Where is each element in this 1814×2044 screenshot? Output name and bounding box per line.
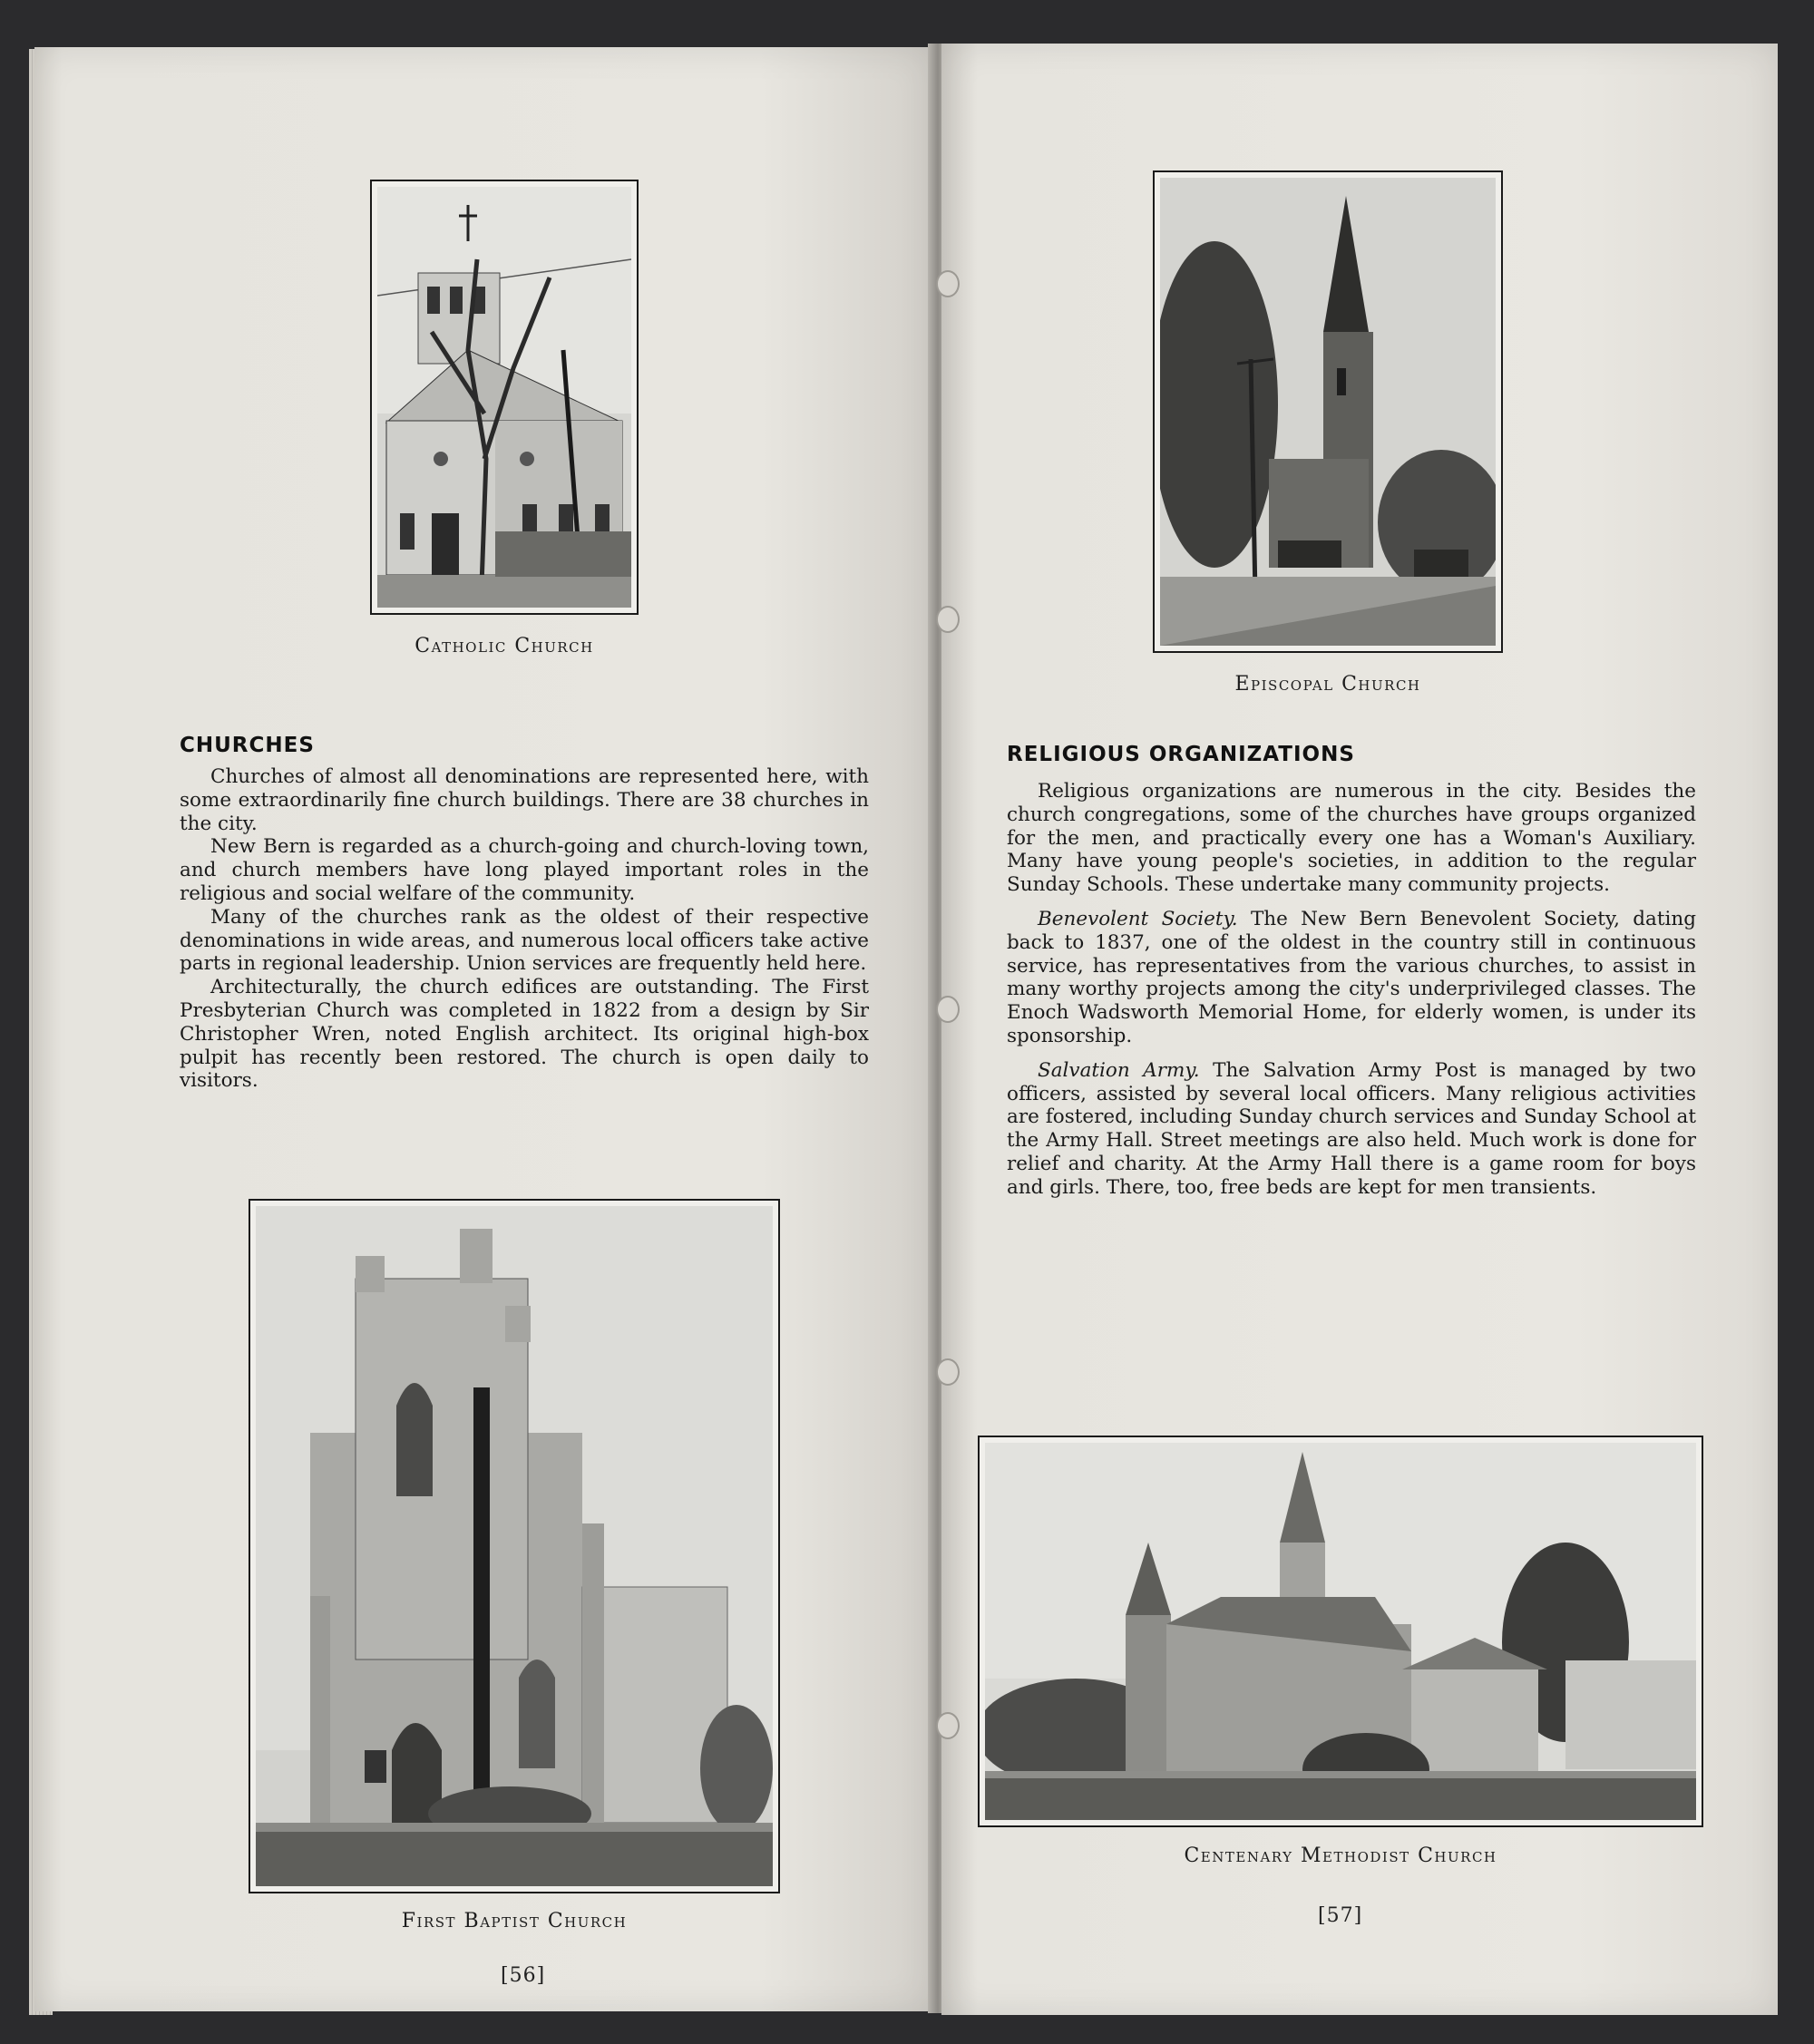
churches-paragraph-3: Many of the churches rank as the oldest of their respective denominations in wide areas, and numerous local officers take active parts in regional leadership. Union services are frequently held here. — [180, 905, 869, 976]
binding-hole-3 — [936, 996, 960, 1023]
centenary-methodist-church-photo — [978, 1436, 1703, 1827]
binding-hole-4 — [936, 1358, 960, 1386]
first-baptist-church-photo — [249, 1199, 780, 1893]
religious-organizations-body — [1007, 780, 1696, 1200]
right-page-number: [57] — [1318, 1904, 1363, 1927]
religious-organizations-intro: Religious organizations are numerous in the city. Besides the church congregations, some of the churches have groups organized for the men, and practically every one has a Woman's Auxiliary. Many have young people's societies, in addition to the regular Sunday Schools. These undertake many community projects. — [1007, 780, 1696, 897]
benevolent-society-title: Benevolent Society. — [1038, 907, 1238, 930]
churches-body — [180, 765, 869, 1093]
benevolent-society-paragraph — [1007, 908, 1696, 1048]
religious-organizations-heading: RELIGIOUS ORGANIZATIONS — [1007, 743, 1355, 766]
first-baptist-church-caption: First Baptist Church — [401, 1910, 628, 1932]
binding-hole-5 — [936, 1712, 960, 1739]
catholic-church-caption: Catholic Church — [414, 635, 594, 657]
centenary-methodist-church-caption: Centenary Methodist Church — [1184, 1844, 1497, 1867]
open-booklet — [34, 44, 1778, 2019]
churches-paragraph-1: Churches of almost all denominations are represented here, with some extraordinarily fine church buildings. There are 38 churches in the city. — [180, 765, 869, 835]
episcopal-church-image — [1160, 178, 1496, 646]
episcopal-church-photo — [1153, 170, 1503, 653]
salvation-army-text: The Salvation Army Post is managed by two officers, assisted by several local officers. Many religious activities are fostered, including Sunday church services and Sunday School at the Army Hall. Street meetings are also held. Much work is done for relief and charity. At the Army Hall there is a game room for boys and girls. There, too, free beds are kept for men transients. — [1007, 1058, 1696, 1199]
binding-hole-2 — [936, 606, 960, 633]
first-baptist-church-image — [256, 1206, 773, 1886]
binding-hole-1 — [936, 270, 960, 297]
salvation-army-title: Salvation Army. — [1038, 1058, 1200, 1082]
benevolent-society-text: The New Bern Benevolent Society, dating back to 1837, one of the oldest in the country still in continuous service, has representatives from the various churches, to assist in many worthy projects among the city's underprivileged classes. The Enoch Wadsworth Memorial Home, for elderly women, is under its sponsorship. — [1007, 907, 1696, 1047]
episcopal-church-caption: Episcopal Church — [1234, 673, 1421, 696]
left-page — [34, 47, 932, 2011]
left-page-number: [56] — [501, 1964, 546, 1987]
centenary-methodist-church-image — [985, 1443, 1696, 1820]
catholic-church-photo — [370, 180, 639, 615]
right-page — [941, 44, 1778, 2015]
churches-paragraph-2: New Bern is regarded as a church-going and church-loving town, and church members have long played important roles in the religious and social welfare of the community. — [180, 835, 869, 905]
churches-heading: CHURCHES — [180, 734, 315, 757]
salvation-army-paragraph — [1007, 1059, 1696, 1200]
catholic-church-image — [377, 187, 631, 608]
churches-paragraph-4: Architecturally, the church edifices are outstanding. The First Presbyterian Church was completed in 1822 from a design by Sir Christopher Wren, noted English architect. Its original high-box pulpit has recently been restored. The church is open daily to visitors. — [180, 976, 869, 1093]
